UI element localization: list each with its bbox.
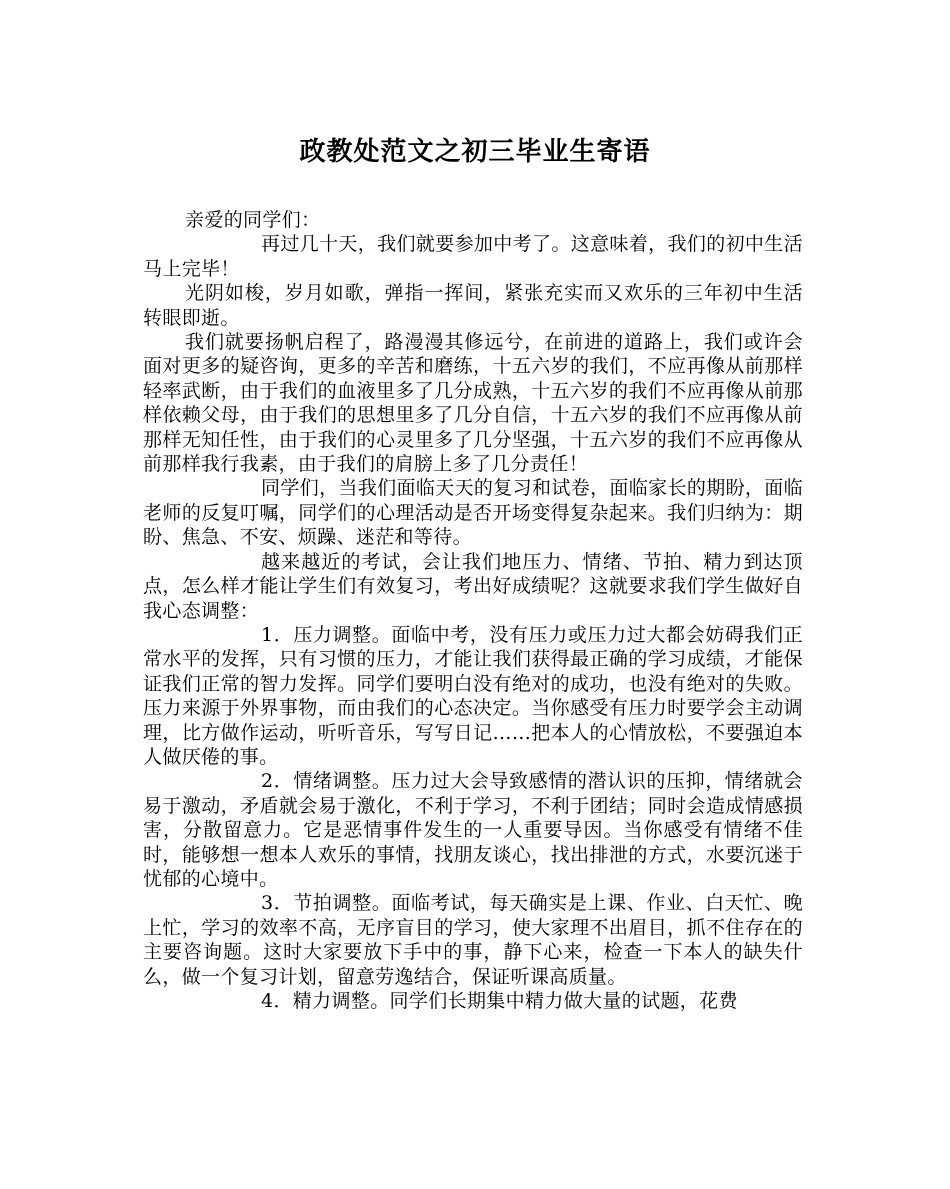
body-paragraph: 同学们，当我们面临天天的复习和试卷，面临家长的期盼，面临老师的反复叮嘱，同学们的心理活动是否开场变得复杂起来。我们归纳为：期盼、焦急、不安、烦躁、迷茫和等待。 [143,477,803,549]
body-paragraph: 光阴如梭，岁月如歌，弹指一挥间，紧张充实而又欢乐的三年初中生活转眼即逝。 [143,282,803,329]
body-paragraph: 越来越近的考试，会让我们地压力、情绪、节拍、精力到达顶点，怎么样才能让学生们有效复习，考出好成绩呢？这就要求我们学生做好自我心态调整： [143,550,803,622]
document-body [143,208,803,1013]
list-item-pressure: 1．压力调整。面临中考，没有压力或压力过大都会妨碍我们正常水平的发挥，只有习惯的压力，才能让我们获得最正确的学习成绩，才能保证我们正常的智力发挥。同学们要明白没有绝对的成功，也没有绝对的失败。压力来源于外界事物，而由我们的心态决定。当你感受有压力时要学会主动调理，比方做作运动，听听音乐，写写日记……把本人的心情放松，不要强迫本人做厌倦的事。 [143,623,803,768]
list-item-rhythm: 3．节拍调整。面临考试，每天确实是上课、作业、白天忙、晚上忙，学习的效率不高，无序盲目的学习，使大家理不出眉目，抓不住存在的主要咨询题。这时大家要放下手中的事，静下心来，检查一下本人的缺失什么，做一个复习计划，留意劳逸结合，保证听课高质量。 [143,892,803,988]
document-title: 政教处范文之初三毕业生寄语 [299,137,651,167]
list-item-emotion: 2．情绪调整。压力过大会导致感情的潜认识的压抑，情绪就会易于激动，矛盾就会易于激化，不利于学习，不利于团结；同时会造成情感损害，分散留意力。它是恶情事件发生的一人重要导因。当你感受有情绪不佳时，能够想一想本人欢乐的事情，找朋友谈心，找出排泄的方式，水要沉迷于忧郁的心境中。 [143,770,803,890]
body-paragraph: 再过几十天，我们就要参加中考了。这意味着，我们的初中生活马上完毕！ [143,233,803,280]
salutation-paragraph: 亲爱的同学们： [185,209,321,231]
body-paragraph: 我们就要扬帆启程了，路漫漫其修远兮，在前进的道路上，我们或许会面对更多的疑咨询，更多的辛苦和磨练，十五六岁的我们，不应再像从前那样轻率武断，由于我们的血液里多了几分成熟，十五六岁的我们不应再像从前那样依赖父母，由于我们的思想里多了几分自信，十五六岁的我们不应再像从前那样无知任性，由于我们的心灵里多了几分坚强，十五六岁的我们不应再像从前那样我行我素，由于我们的肩膀上多了几分责任！ [143,331,803,476]
list-item-energy: 4．精力调整。同学们长期集中精力做大量的试题，花费 [261,990,738,1012]
